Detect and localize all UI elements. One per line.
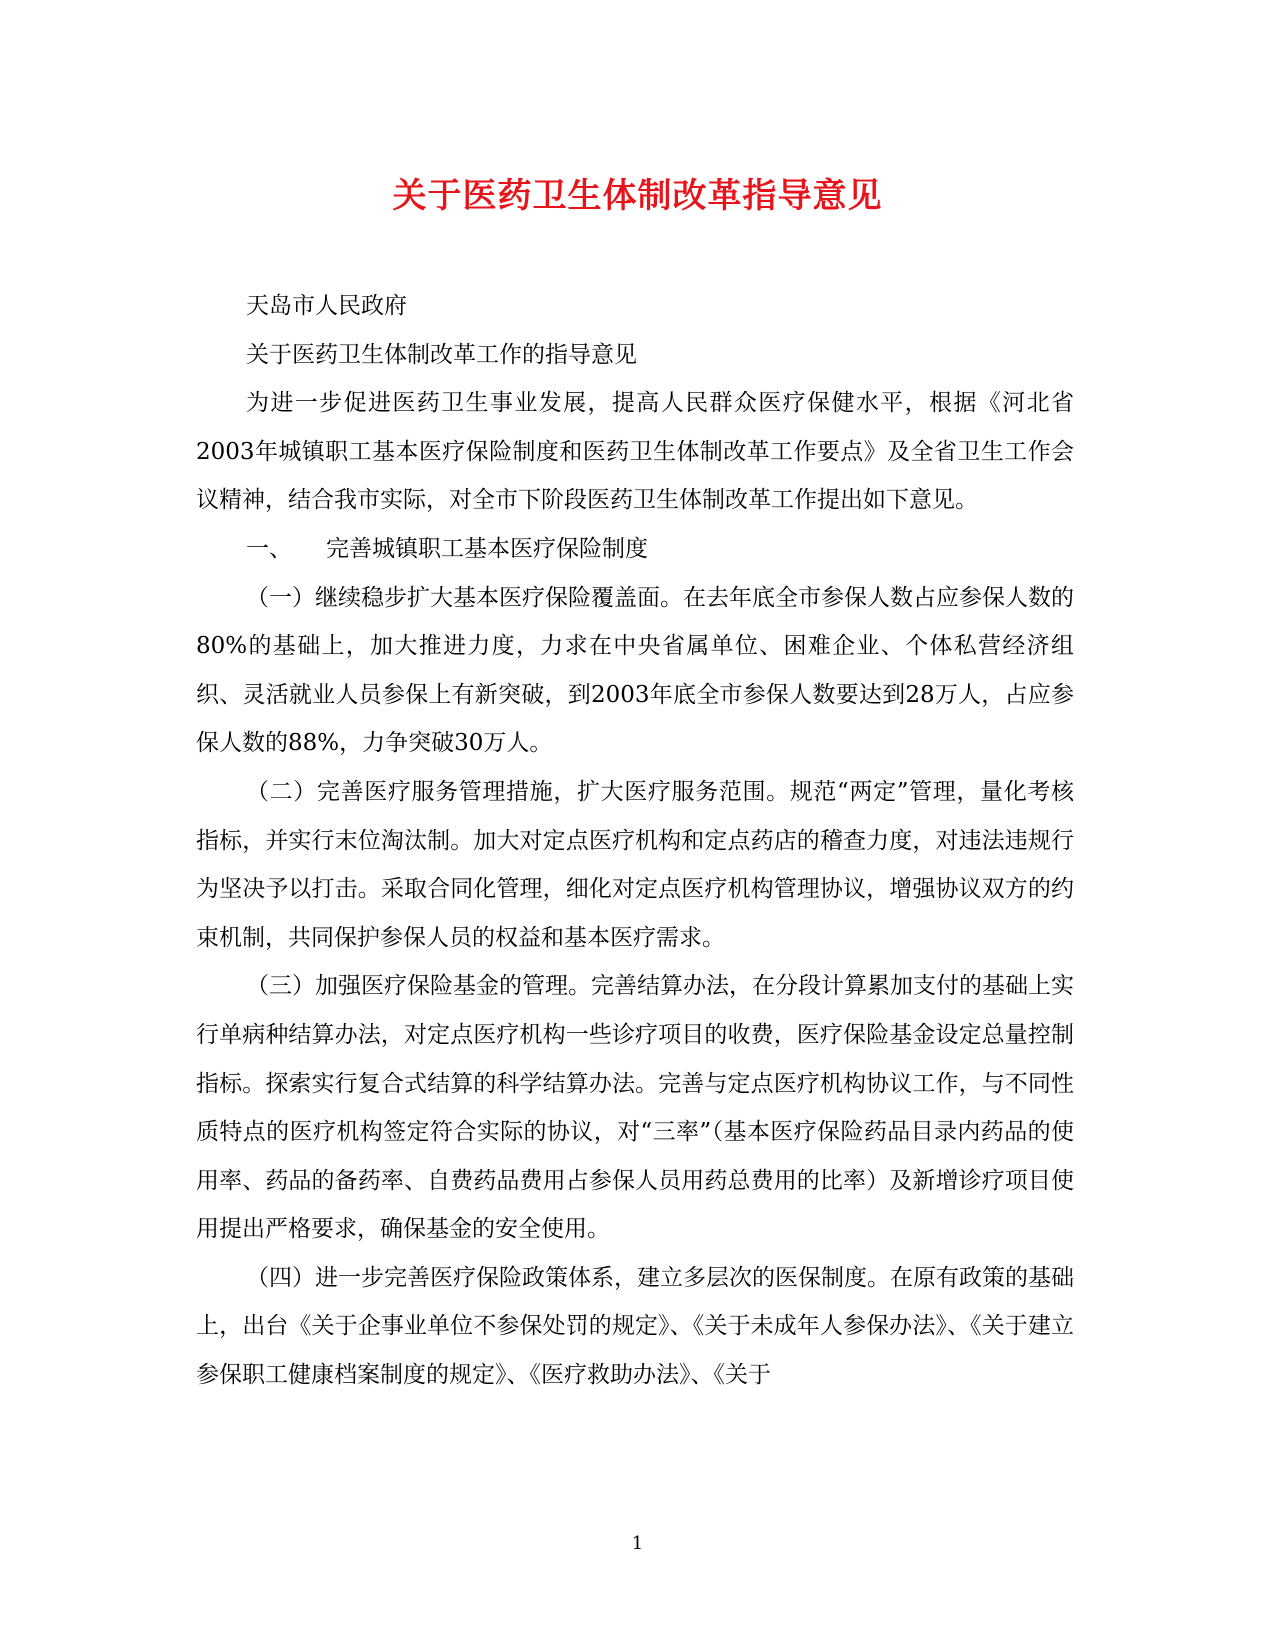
paragraph-item-2: （二）完善医疗服务管理措施，扩大医疗服务范围。规范“两定”管理，量化考核指标，并实行末位淘汰制。加大对定点医疗机构和定点药店的稽查力度，对违法违规行为坚决予以打击。采取合同化管理，细化对定点医疗机构管理协议，增强协议双方的约束机制，共同保护参保人员的权益和基本医疗需求。 bbox=[196, 778, 1074, 951]
document-body bbox=[196, 282, 1074, 1400]
paragraph-item-4: （四）进一步完善医疗保险政策体系，建立多层次的医保制度。在原有政策的基础上，出台《关于企事业单位不参保处罚的规定》、《关于未成年人参保办法》、《关于建立参保职工健康档案制度的规定》、《医疗救助办法》、《关于 bbox=[196, 1264, 1074, 1389]
issuer-line: 天岛市人民政府 bbox=[246, 293, 407, 319]
page-number: 1 bbox=[631, 1533, 644, 1554]
section-heading-text: 完善城镇职工基本医疗保险制度 bbox=[326, 535, 648, 562]
section-heading bbox=[196, 525, 1074, 574]
document-title: 关于医药卫生体制改革指导意见 bbox=[392, 176, 883, 216]
section-number: 一、 bbox=[246, 535, 292, 562]
intro-paragraph: 为进一步促进医药卫生事业发展，提高人民群众医疗保健水平，根据《河北省2003年城镇职工基本医疗保险制度和医药卫生体制改革工作要点》及全省卫生工作会议精神，结合我市实际，对全市下阶段医药卫生体制改革工作提出如下意见。 bbox=[196, 390, 1074, 514]
subtitle-line: 关于医药卫生体制改革工作的指导意见 bbox=[246, 341, 637, 368]
paragraph-item-3: （三）加强医疗保险基金的管理。完善结算办法，在分段计算累加支付的基础上实行单病种结算办法，对定点医疗机构一些诊疗项目的收费，医疗保险基金设定总量控制指标。探索实行复合式结算的科学结算办法。完善与定点医疗机构协议工作，与不同性质特点的医疗机构签定符合实际的协议，对“三率”（基本医疗保险药品目录内药品的使用率、药品的备药率、自费药品费用占参保人员用药总费用的比率）及新增诊疗项目使用提出严格要求，确保基金的安全使用。 bbox=[196, 973, 1074, 1243]
paragraph-item-1: （一）继续稳步扩大基本医疗保险覆盖面。在去年底全市参保人数占应参保人数的80%的基础上，加大推进力度，力求在中央省属单位、困难企业、个体私营经济组织、灵活就业人员参保上有新突破，到2003年底全市参保人数要达到28万人，占应参保人数的88%，力争突破30万人。 bbox=[196, 584, 1074, 757]
